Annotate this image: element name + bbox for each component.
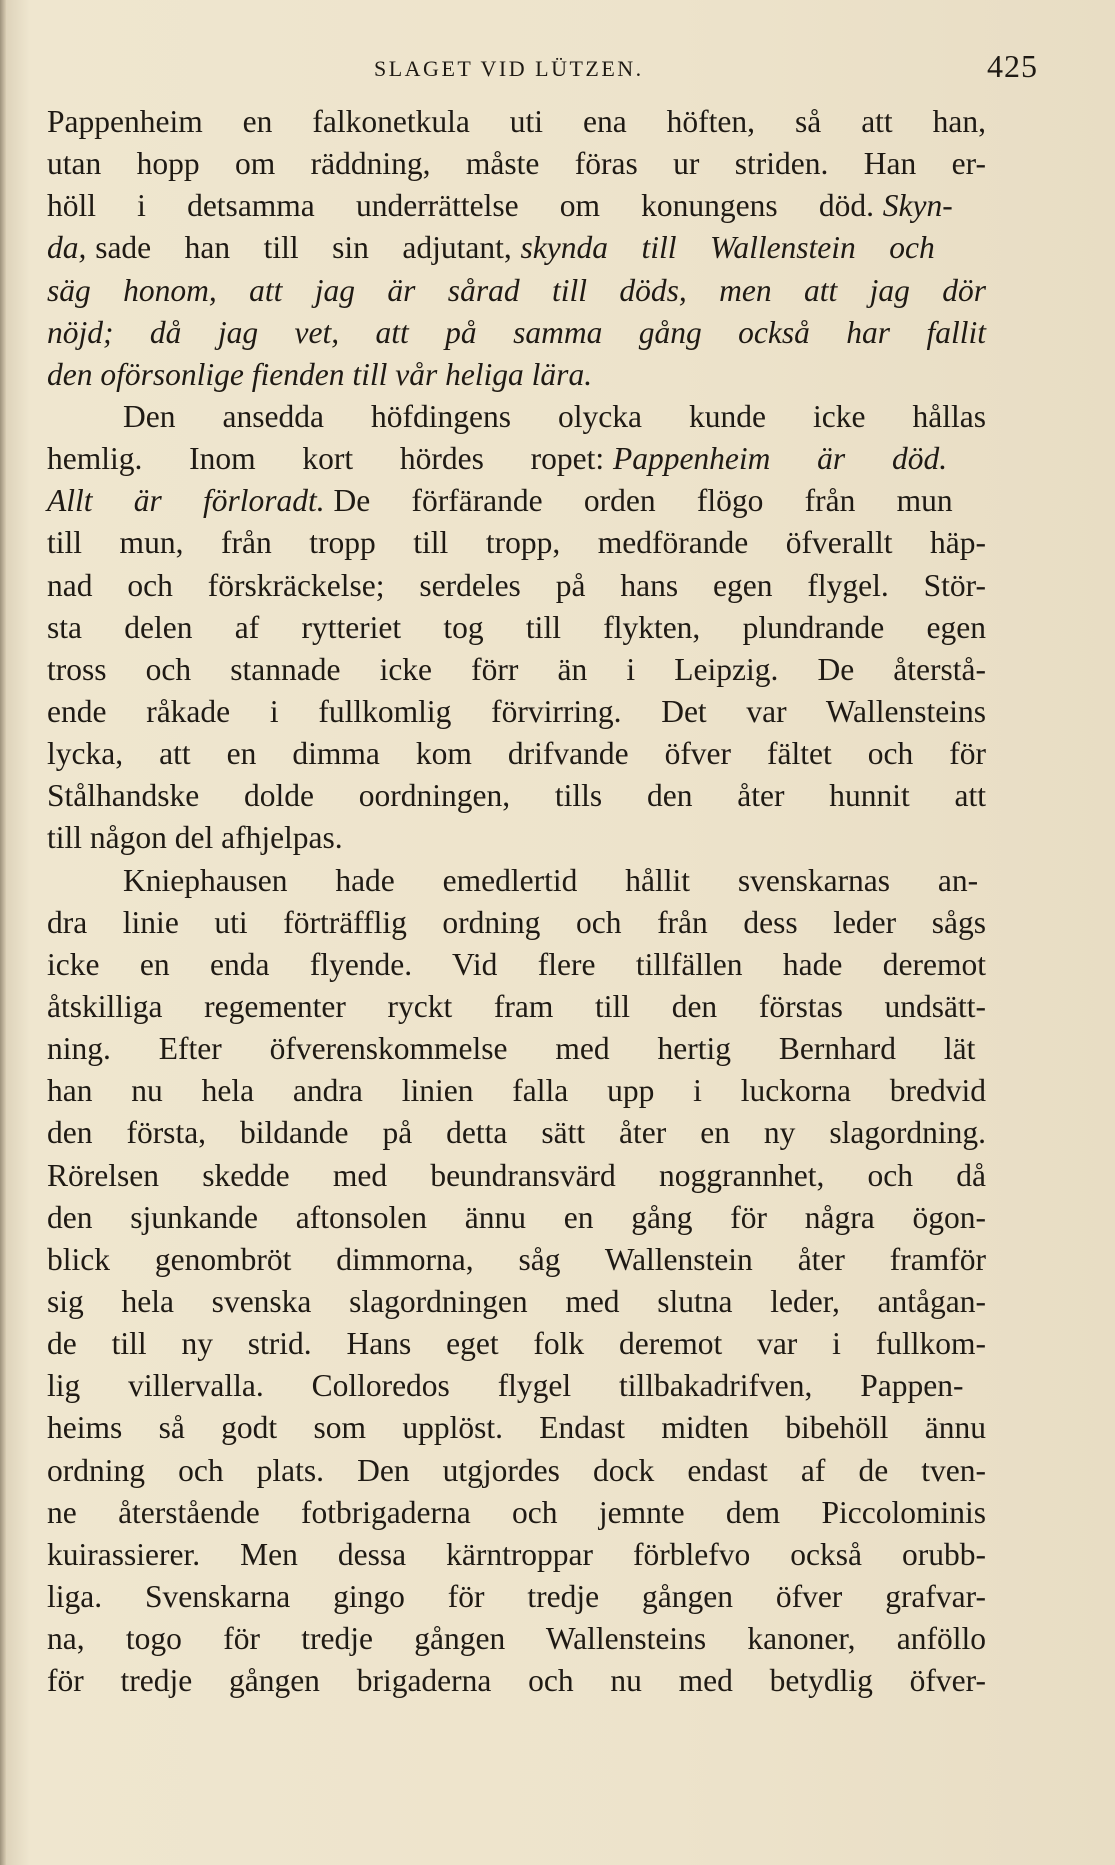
text-line (47, 1660, 986, 1702)
text-line (47, 1028, 986, 1070)
line-content (47, 736, 986, 771)
line-content (47, 947, 986, 982)
running-title: SLAGET VID LÜTZEN. (374, 56, 644, 81)
line-content (47, 188, 953, 223)
text-segment: Pappenheim en falkonetkula uti ena höften, så att han, (47, 104, 986, 139)
text-line (47, 101, 986, 143)
text-line (47, 1576, 986, 1618)
running-head (48, 48, 1038, 92)
line-content (47, 230, 935, 265)
line-content (47, 483, 953, 518)
line-content (47, 1031, 975, 1066)
text-line (47, 691, 986, 733)
text-segment: Den ansedda höfdingens olycka kunde icke hållas (123, 398, 986, 434)
text-segment: na, togo för tredje gången Wallensteins kanoner, anföllo (47, 1621, 986, 1657)
text-line (47, 775, 986, 817)
text-line (47, 1618, 986, 1660)
line-content (47, 820, 343, 855)
line-content (47, 1115, 986, 1150)
text-line (47, 607, 986, 649)
line-content (123, 863, 978, 898)
line-content (47, 1326, 986, 1361)
text-segment: ende råkade i fullkomlig förvirring. Det var Wallensteins (47, 693, 986, 729)
text-segment: dra linie uti förträfflig ordning och från dess leder sågs (47, 904, 986, 940)
text-line (47, 733, 986, 775)
text-segment: lig villervalla. Colloredos flygel tillbakadrifven, Pappen- (47, 1368, 964, 1404)
line-content (47, 146, 986, 181)
line-content (47, 652, 986, 687)
text-line (47, 480, 986, 522)
text-line (47, 1450, 986, 1492)
text-segment: nad och förskräckelse; serdeles på hans egen flygel. Stör- (47, 567, 986, 603)
line-content (47, 1621, 986, 1656)
text-segment: liga. Svenskarna gingo för tredje gången öfver grafvar- (47, 1578, 986, 1614)
text-segment: hemlig. Inom kort hördes ropet: (47, 441, 605, 477)
text-segment: kuirassierer. Men dessa kärntroppar förblefvo också orubb- (47, 1536, 986, 1572)
text-segment: för tredje gången brigaderna och nu med betydlig öfver- (47, 1663, 986, 1699)
italic-text-segment: den oförsonlige fienden till vår heliga lära. (47, 356, 593, 392)
line-content (47, 1537, 986, 1572)
text-segment: lycka, att en dimma kom drifvande öfver fältet och för (47, 736, 986, 772)
text-segment: Rörelsen skedde med beundransvärd noggrannhet, och då (47, 1157, 986, 1193)
line-content (47, 1200, 986, 1235)
line-content (47, 1495, 986, 1530)
text-segment: den sjunkande aftonsolen ännu en gång för några ögon- (47, 1199, 986, 1235)
line-content (47, 568, 986, 603)
text-segment: han nu hela andra linien falla upp i luckorna bredvid (47, 1073, 986, 1109)
text-line (47, 396, 986, 438)
line-content (47, 905, 986, 940)
line-content (47, 315, 986, 350)
line-content (47, 357, 592, 392)
text-line (47, 986, 986, 1028)
line-content (47, 1368, 963, 1403)
text-line (47, 270, 986, 312)
line-content (47, 104, 986, 139)
line-content (47, 610, 986, 645)
text-segment: sig hela svenska slagordningen med slutna leder, antågan- (47, 1283, 986, 1319)
text-segment: sta delen af rytteriet tog till flykten, plundrande egen (47, 609, 986, 645)
text-segment: blick genombröt dimmorna, såg Wallenstein åter framför (47, 1241, 986, 1277)
text-segment: de till ny strid. Hans eget folk deremot var i fullkom- (47, 1326, 986, 1362)
text-segment: icke en enda flyende. Vid flere tillfällen hade deremot (47, 946, 986, 982)
italic-text-segment: säg honom, att jag är sårad till döds, men att jag dör (47, 272, 986, 308)
text-line (47, 1492, 986, 1534)
text-line (47, 1070, 986, 1112)
text-segment: till mun, från tropp till tropp, medförande öfverallt häp- (47, 525, 986, 561)
text-segment: ning. Efter öfverenskommelse med hertig Bernhard lät (47, 1031, 976, 1067)
text-segment: åtskilliga regementer ryckt fram till den förstas undsätt- (47, 988, 986, 1024)
text-line (47, 143, 986, 185)
text-line (47, 902, 986, 944)
text-line (47, 1365, 986, 1407)
italic-text-segment: Allt är förloradt. (47, 483, 325, 519)
italic-text-segment: Pappenheim är död. (612, 441, 948, 477)
italic-text-segment: da, (47, 230, 87, 266)
text-segment: den första, bildande på detta sätt åter en ny slagordning. (47, 1115, 986, 1151)
text-segment: höll i detsamma underrättelse om konungens död. (47, 188, 874, 224)
italic-text-segment: nöjd; då jag vet, att på samma gång också har fallit (47, 314, 986, 350)
page-number: 425 (987, 48, 1038, 84)
text-line (47, 438, 986, 480)
text-line (47, 312, 986, 354)
italic-text-segment: Skyn- (882, 188, 953, 224)
text-segment: ne återstående fotbrigaderna och jemnte dem Piccolominis (47, 1494, 986, 1530)
text-segment: De förfärande orden flögo från mun (333, 483, 953, 519)
line-content (47, 1453, 986, 1488)
body-text (47, 101, 986, 1702)
text-line (47, 1197, 986, 1239)
text-line (47, 565, 986, 607)
line-content (47, 989, 986, 1024)
text-line (47, 1239, 986, 1281)
text-segment: tross och stannade icke förr än i Leipzig. De återstå- (47, 651, 986, 687)
line-content (47, 1242, 986, 1277)
line-content (47, 273, 986, 308)
text-segment: heims så godt som upplöst. Endast midten bibehöll ännu (47, 1410, 986, 1446)
text-line (47, 860, 986, 902)
text-line (47, 1112, 986, 1154)
line-content (123, 399, 986, 434)
line-content (47, 1579, 986, 1614)
text-segment: ordning och plats. Den utgjordes dock endast af de tven- (47, 1452, 986, 1488)
text-line (47, 185, 986, 227)
text-line (47, 944, 986, 986)
line-content (47, 1073, 986, 1108)
line-content (47, 525, 986, 560)
text-segment: Kniephausen hade emedlertid hållit svenskarnas an- (123, 862, 979, 898)
text-line (47, 227, 986, 269)
line-content (47, 778, 986, 813)
text-segment: till någon del afhjelpas. (47, 820, 343, 856)
text-segment: sade han till sin adjutant, (95, 230, 512, 266)
text-line (47, 1281, 986, 1323)
line-content (47, 1410, 986, 1445)
text-segment: Stålhandske dolde oordningen, tills den åter hunnit att (47, 778, 986, 814)
text-line (47, 649, 986, 691)
line-content (47, 1663, 986, 1698)
italic-text-segment: skynda till Wallenstein och (520, 230, 935, 266)
text-line (47, 1534, 986, 1576)
text-line (47, 1407, 986, 1449)
line-content (47, 441, 947, 476)
text-line (47, 1323, 986, 1365)
text-line (47, 522, 986, 564)
text-segment: utan hopp om räddning, måste föras ur striden. Han er- (47, 146, 986, 182)
text-line (47, 817, 986, 859)
text-line (47, 354, 986, 396)
line-content (47, 1158, 986, 1193)
text-line (47, 1155, 986, 1197)
line-content (47, 694, 986, 729)
page-edge (0, 0, 6, 1865)
line-content (47, 1284, 986, 1319)
